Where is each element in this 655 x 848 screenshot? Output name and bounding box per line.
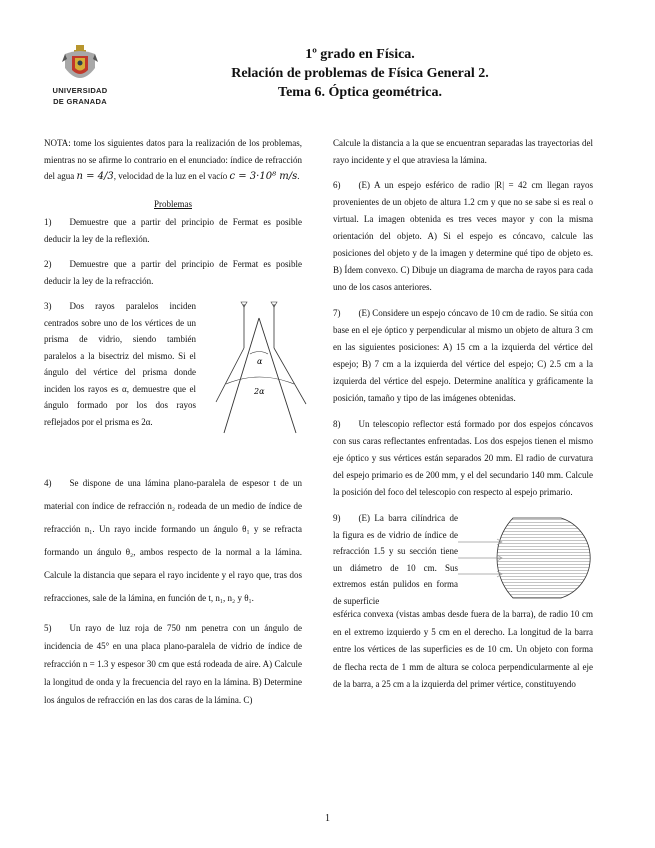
problem-number: 1): [44, 217, 52, 227]
problem-number: 5): [44, 623, 52, 633]
problem-1: [44, 214, 302, 247]
problem-number: 6): [333, 180, 341, 190]
page-number: 1: [325, 813, 330, 824]
problem-number: 8): [333, 419, 341, 429]
light-speed-equation: c = 3·10⁸ m/s: [229, 171, 298, 182]
university-logo: [44, 44, 116, 106]
incoming-rays: [458, 539, 502, 577]
problem-text: Demuestre que a partir del principio de Fermat es posible deducir la ley de la reflexión.: [44, 217, 302, 244]
right-column: [333, 135, 593, 703]
note-paragraph: [44, 135, 302, 186]
prism-figure: [214, 298, 309, 438]
problem-2: [44, 256, 302, 289]
water-index-equation: n = 4/3: [76, 171, 114, 182]
problem-9: [333, 510, 458, 609]
reflected-ray-right: [274, 348, 306, 404]
prism-side-right: [259, 318, 296, 433]
note-text-b: , velocidad de la luz en el vacío: [113, 171, 228, 181]
problem-text: (E) Considere un espejo cóncavo de 10 cm de radio. Se sitúa con base en el eje óptico y perpendicular al mismo un objeto de altura 3 cm en las siguientes posiciones: A) 15 cm a la izquierda del vértice del espejo; B) 7 cm a la izquierda del vértice del espejo; C) 2.5 cm a la izquierda del vértice del espejo. Determine analítica y gráficamente la posición, tamaño y tipo de las imágenes obtenidas.: [333, 308, 593, 403]
header-topic: Tema 6. Óptica geométrica.: [278, 85, 442, 100]
reflected-ray-left: [216, 348, 244, 402]
problems-title: Problemas: [154, 198, 192, 209]
ray-arrow-icon: [241, 302, 277, 307]
problem-number: 7): [333, 308, 341, 318]
problem-text: (E) La barra cilíndrica de la figura es de vidrio de índice de refracción 1.5 y su sección tiene un diámetro de 10 cm. Sus extremos están pulidos en forma de superficie: [333, 513, 458, 606]
left-column: [44, 135, 302, 718]
document-header: [150, 45, 570, 102]
coat-of-arms-icon: [61, 44, 99, 84]
problem-6: [333, 177, 593, 296]
university-name-line2: DE GRANADA: [53, 97, 107, 106]
problem-9-block: [333, 510, 593, 606]
problem-5-continued: Calcule la distancia a la que se encuentran separadas las trayectorias del rayo incidente y el que atraviesa la lámina.: [333, 138, 593, 165]
glass-rod-figure: [453, 512, 593, 604]
alpha-label: α: [257, 357, 263, 366]
problem-text: (E) A un espejo esférico de radio |R| = 42 cm llegan rayos provenientes de un objeto de altura 1.2 cm y que no se sabe si es real o virtual. La imagen obtenida es tres veces mayor y con la misma orientación del objeto. A) Si el espejo es cóncavo, calcule las posiciones del objeto y de la imagen y determine qué tipo de objeto es. B) Ídem convexo. C) Dibuje un diagrama de marcha de rayos para cada uno de los casos anteriores.: [333, 180, 593, 292]
problem-8: [333, 416, 593, 501]
problem-4: [44, 472, 302, 610]
problem-9-continued: esférica convexa (vistas ambas desde fuera de la barra), de radio 10 cm en el extremo izquierdo y 5 cm en el derecho. La longitud de la barra entre los vértices de las superficies es de 10 cm. Un objeto con forma de flecha recta de 1 mm de altura se coloca perpendicularmente al eje de la barra, a 25 cm a la izquierda del primer vértice, constituyendo: [333, 609, 593, 689]
note-text-c: .: [297, 171, 300, 181]
problem-number: 9): [333, 513, 341, 523]
problem-text: Un telescopio reflector está formado por dos espejos cóncavos con sus caras reflectantes enfrentadas. Los dos espejos tienen el mismo eje óptico y sus vértices están separados 20 mm. El radio de curvatura del espejo primario es de 200 mm, y el del secundario 140 mm. Calcule la posición del foco del telescopio con respecto al espejo primario.: [333, 419, 593, 497]
problem-7: [333, 305, 593, 407]
problem-3-block: [44, 298, 302, 466]
two-alpha-label: 2α: [254, 387, 265, 396]
problem-text: Se dispone de una lámina plano-paralela de espesor t de un material con índice de refracción n₂ rodeada de un medio de índice de refracción n₁. Un rayo incide formando un ángulo θ₁ y se refracta formando un ángulo θ₂, ambos respecto de la normal a la lámina. Calcule la distancia que separa el rayo incidente y el rayo que, tras dos refracciones, sale de la lámina, en función de t, n₁, n₂ y θ₁.: [44, 478, 302, 603]
header-subject: Relación de problemas de Física General 2.: [231, 66, 489, 81]
problem-text: Demuestre que a partir del principio de Fermat es posible deducir la ley de la refracción.: [44, 259, 302, 286]
problem-5: [44, 619, 302, 709]
problem-text: Dos rayos paralelos inciden centrados sobre uno de los vértices de un prisma de vidrio, siendo también paralelos a la bisectriz del mismo. Si el ángulo del vértice del prisma donde inciden los rayos es α, demuestre que el ángulo formado por los dos rayos reflejados por el prisma es 2α.: [44, 301, 196, 427]
header-course: 1º grado en Física.: [305, 47, 415, 62]
problem-number: 2): [44, 259, 52, 269]
note-text-a: NOTA: tome los siguientes datos para la realización de los problemas, mientras no se afirme lo contrario en el enunciado: índice de refracción del agua: [44, 138, 302, 181]
problem-3: [44, 298, 196, 430]
problem-text: Un rayo de luz roja de 750 nm penetra con un ángulo de incidencia de 45° en una placa plano-paralela de vidrio de índice de refracción n = 1.3 y espesor 30 cm que está rodeada de aire. A) Calcule la longitud de onda y la frecuencia del rayo en la lámina. B) Determine los ángulos de refracción en las dos caras de la lámina. C): [44, 623, 302, 705]
prism-side-left: [224, 318, 259, 433]
problem-number: 3): [44, 301, 52, 311]
problem-number: 4): [44, 478, 52, 488]
university-name-line1: UNIVERSIDAD: [52, 86, 108, 95]
glass-rod-body: [497, 518, 590, 598]
